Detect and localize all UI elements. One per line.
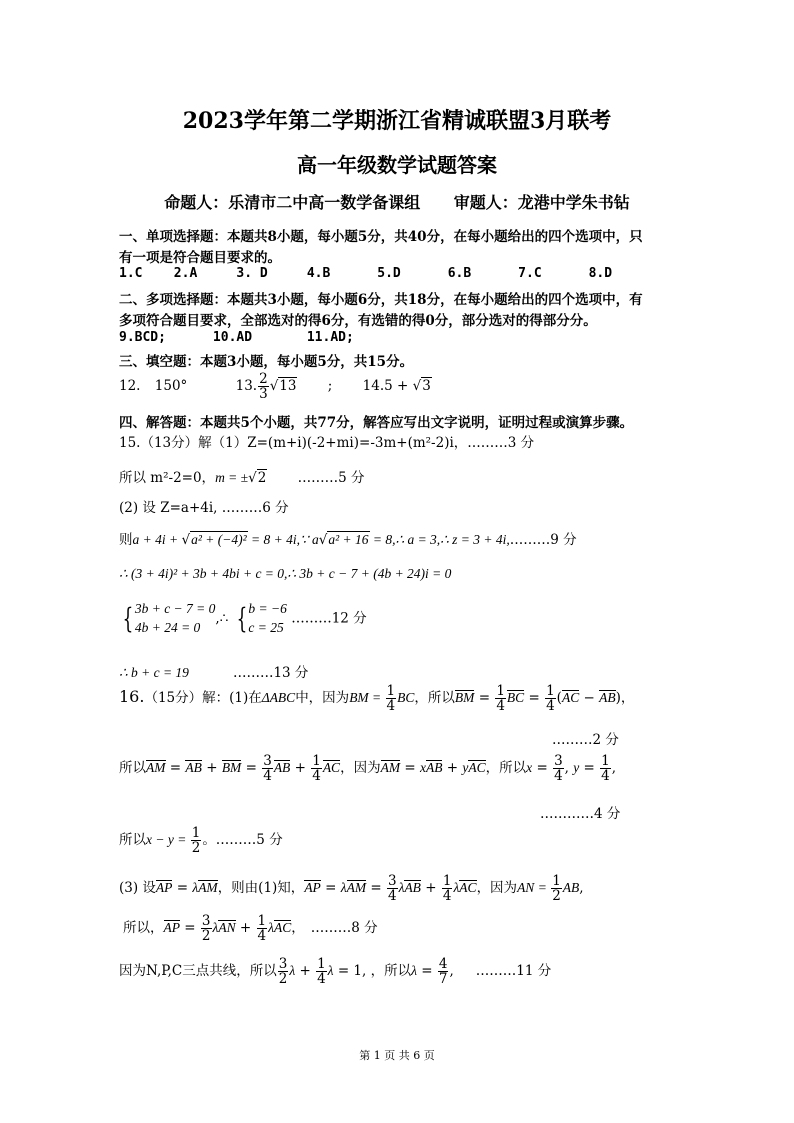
page-subtitle: 高一年级数学试题答案 [297,153,497,177]
fill-answers: 12. 150° 13. $\frac{2}{3}$ √13 ; 14.5 + √3 [119,371,431,403]
section2-answers: 9.BCD; 10.AD 11.AD; [119,330,354,345]
q15-line3: (2) 设 Z=a+4i, ………6 分 [119,500,289,516]
section4-heading: 四、解答题：本题共5个小题，共77分，解答应写出文字说明，证明过程或演算步骤。 [119,415,634,431]
q16-line1: 16.（15分）解：(1)在ΔABC中，因为BM = $\frac{1}{4}$ BC，所以BM = $\frac{1}{4}$ BC = $\frac{1}{4}$ (AC − AB)， [119,683,635,715]
q16-score4: …………4 分 [540,806,621,822]
q12-label: 12. [119,378,141,395]
section1-answers: 1.C 2.A 3. D 4.B 5.D 6.B 7.C 8.D [119,266,613,281]
q16-line3: 所以x − y = $\frac{1}{2}$ 。………5 分 [119,825,283,857]
q13-radicand: 13 [279,378,297,395]
q14-radicand: 3 [422,378,431,395]
q13-fraction: $\frac{2}{3}$ [259,371,268,403]
q15-line7: ∴ b + c = 19 ………13 分 [119,665,309,681]
section1-heading: 一、单项选择题：本题共8小题，每小题5分，共40分，在每小题给出的四个选项中，只 [119,229,643,245]
section2-heading-cont: 多项符合题目要求，全部选对的得6分，有选错的得0分，部分选对的得部分分。 [119,313,597,329]
q15-line4: 则a + 4i + √a² + (−4)² = 8 + 4i,∵ a√a² + 16 = 8,∴ a = 3,∴ z = 3 + 4i,………9 分 [119,532,577,548]
q15-system: { 3b + c − 7 = 0 4b + 24 = 0 ,∴ { b = −6 c = 25 ………12 分 [122,601,367,635]
authors-line: 命题人：乐清市二中高一数学备课组 审题人：龙港中学朱书钻 [164,193,630,212]
q14-answer-pre: 5 + [384,378,413,395]
q15-line2: 所以 m²-2=0，m = ±√2 ………5 分 [119,470,365,486]
section1-heading-cont: 有一项是符合题目要求的。 [119,250,281,266]
section2-heading: 二、多项选择题：本题共3小题，每小题6分，共18分，在每小题给出的四个选项中，有 [119,292,643,308]
q16-line5: 所以，AP = $\frac{3}{2}$ λAN + $\frac{1}{4}$ λAC， ………8 分 [123,913,378,945]
q14-label: 14. [362,378,385,395]
page-footer: 第 1 页 共 6 页 [359,1049,435,1062]
q16-line6: 因为N,P,C三点共线，所以 $\frac{3}{2}$ λ + $\frac{1}{4}$ λ = 1, ，所以λ = $\frac{4}{7}$ , ………11 分 [119,956,552,988]
section3-heading: 三、填空题：本题3小题，每小题5分，共15分。 [119,354,414,370]
q16-score2: ………2 分 [552,732,619,748]
q16-line4: (3) 设AP = λAM，则由(1)知，AP = λAM = $\frac{3}{4}$ λAB + $\frac{1}{4}$ λAC，因为AN = $\frac{1}{2}$ AB, [119,873,584,905]
q13-label: 13. [235,378,258,395]
q15-line5: ∴ (3 + 4i)² + 3b + 4bi + c = 0,∴ 3b + c − 7 + (4b + 24)i = 0 [119,566,452,581]
q16-line2: 所以AM = AB + BM = $\frac{3}{4}$ AB + $\frac{1}{4}$ AC，因为AM = xAB + yAC，所以x = $\frac{3}{4}$ , y = $\frac{1}{4}$ , [119,753,617,785]
q15-line1: 15.（13分）解（1）Z=(m+i)(-2+mi)=-3m+(m²-2)i，………3 分 [119,435,535,451]
semicolon: ; [327,378,333,395]
q12-answer: 150° [154,378,188,395]
page-title: 2023学年第二学期浙江省精诚联盟3月联考 [182,108,612,134]
